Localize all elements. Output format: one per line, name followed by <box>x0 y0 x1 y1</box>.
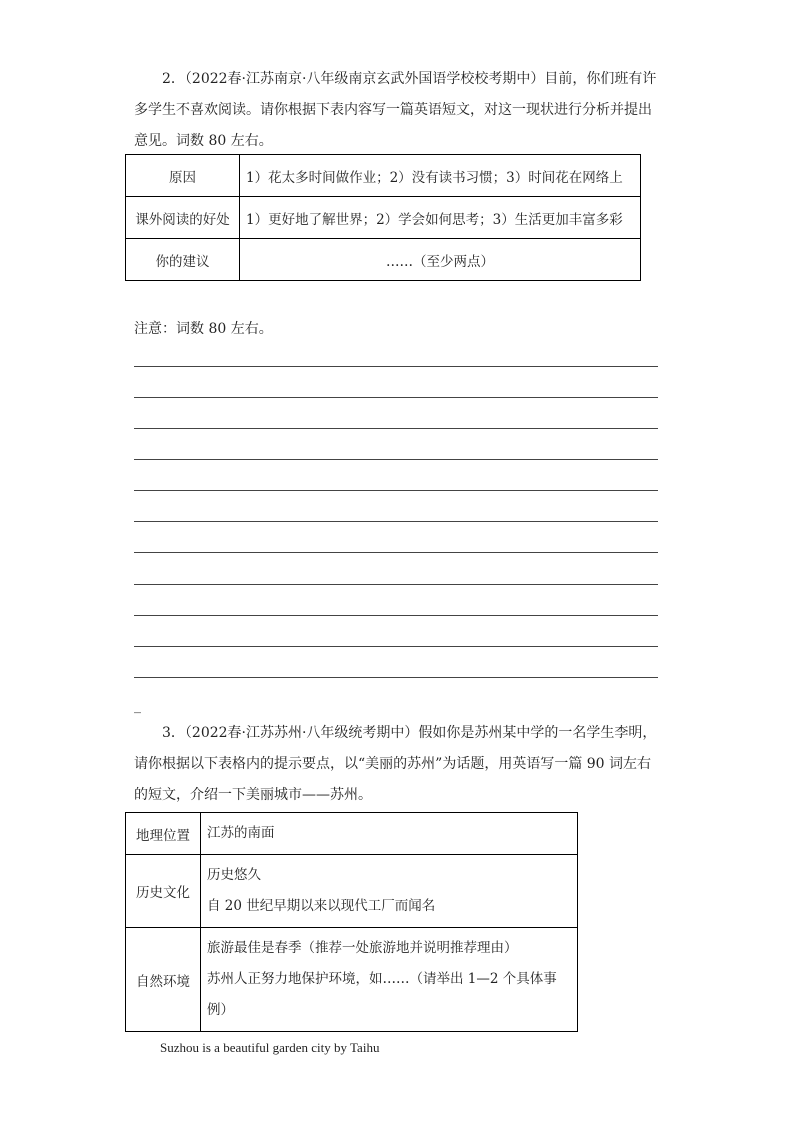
q2-table <box>125 154 641 281</box>
row-line: 苏州人正努力地保护环境，如……（请举出 1—2 个具体事例） <box>207 971 557 1018</box>
row-content <box>201 855 578 928</box>
writing-line[interactable] <box>134 366 658 367</box>
row-content: 1）花太多时间做作业；2）没有读书习惯；3）时间花在网络上 <box>240 155 641 197</box>
row-label: 历史文化 <box>126 855 201 928</box>
q3-table <box>125 812 578 1032</box>
row-line: 自 20 世纪早期以来以现代工厂而闻名 <box>207 898 436 914</box>
writing-line[interactable] <box>134 521 658 522</box>
table-row <box>126 239 641 281</box>
word-count-note: 注意：词数 80 左右。 <box>134 321 273 337</box>
row-label: 你的建议 <box>126 239 240 281</box>
row-label: 课外阅读的好处 <box>126 197 240 239</box>
writing-line[interactable] <box>134 677 658 678</box>
blank-mark: _ <box>134 698 141 714</box>
table-row <box>126 855 578 928</box>
row-line: 旅游最佳是春季（推荐一处旅游地并说明推荐理由） <box>207 940 518 956</box>
row-content <box>201 928 578 1032</box>
row-label: 原因 <box>126 155 240 197</box>
writing-line[interactable] <box>134 552 658 553</box>
writing-line[interactable] <box>134 490 658 491</box>
writing-line[interactable] <box>134 584 658 585</box>
row-content: 1）更好地了解世界；2）学会如何思考；3）生活更加丰富多彩 <box>240 197 641 239</box>
row-label: 地理位置 <box>126 813 201 855</box>
row-line: 历史悠久 <box>207 867 261 883</box>
table-row <box>126 197 641 239</box>
answer-start: Suzhou is a beautiful garden city by Taihu <box>160 1040 380 1055</box>
writing-line[interactable] <box>134 615 658 616</box>
q2-prompt: 2．（2022春·江苏南京·八年级南京玄武外国语学校校考期中）目前，你们班有许多学生不喜欢阅读。请你根据下表内容写一篇英语短文，对这一现状进行分析并提出意见。词数 80 左右。 <box>134 71 657 149</box>
writing-line[interactable] <box>134 459 658 460</box>
row-line: 江苏的南面 <box>207 825 275 841</box>
row-label: 自然环境 <box>126 928 201 1032</box>
table-row <box>126 928 578 1032</box>
writing-line[interactable] <box>134 428 658 429</box>
writing-line[interactable] <box>134 397 658 398</box>
row-content: ……（至少两点） <box>240 239 641 281</box>
row-content <box>201 813 578 855</box>
writing-line[interactable] <box>134 646 658 647</box>
q3-prompt: 3．（2022春·江苏苏州·八年级统考期中）假如你是苏州某中学的一名学生李明，请你根据以下表格内的提示要点，以“美丽的苏州”为话题，用英语写一篇 90 词左右的短文，介绍一下美丽城市——苏州。 <box>134 725 657 803</box>
table-row <box>126 813 578 855</box>
table-row <box>126 155 641 197</box>
